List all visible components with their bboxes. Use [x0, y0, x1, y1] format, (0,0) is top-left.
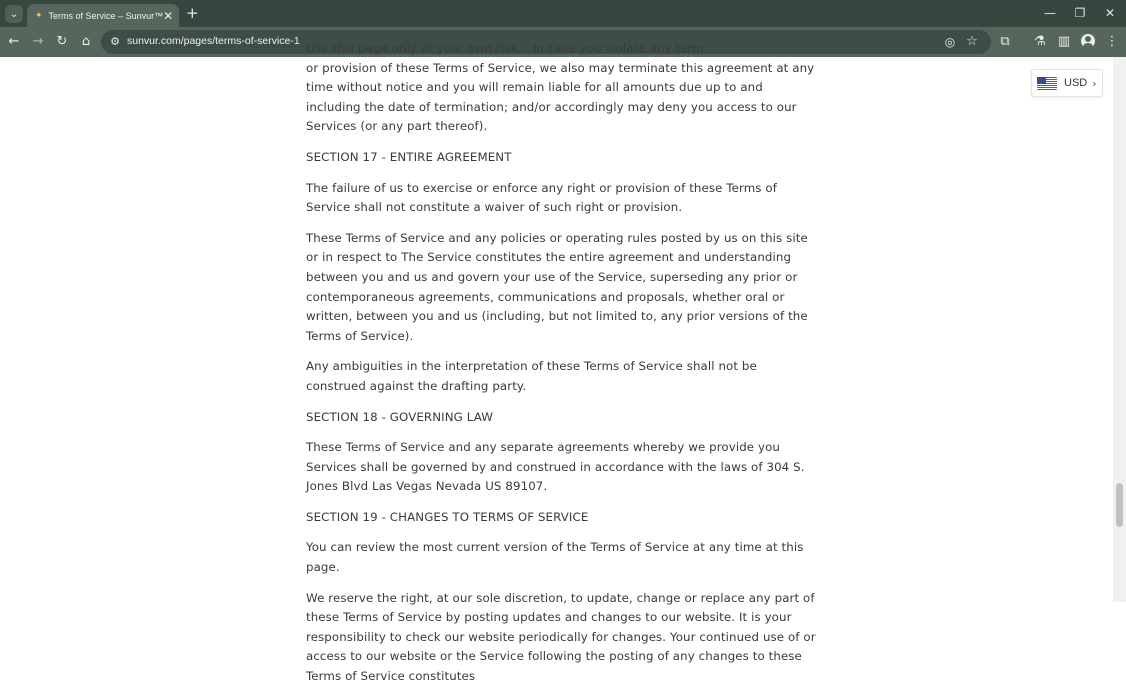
paragraph-ambiguities: Any ambiguities in the interpretation of these Terms of Service shall not be construed against the drafting party. [306, 359, 757, 393]
currency-selector[interactable] [1031, 69, 1103, 97]
reload-icon[interactable]: ↻ [56, 34, 68, 49]
paragraph-termination: or provision of these Terms of Service, we also may terminate this agreement at any time without notice and you will remain liable for all amounts due up to and including the date of termination; and/or accordingly may deny you access to our Services (or any part thereof). [306, 60, 815, 134]
paragraph-waiver: The failure of us to exercise or enforce any right or provision of these Terms of Service shall not constitute a waiver of such right or provision. [306, 180, 777, 215]
currency-code: USD [1064, 77, 1088, 89]
side-panel-icon[interactable]: ▥ [1057, 34, 1071, 49]
section-19-heading: SECTION 19 - CHANGES TO TERMS OF SERVICE [306, 509, 589, 524]
chevron-right-icon: › [1092, 76, 1097, 90]
labs-icon[interactable]: ⚗ [1034, 34, 1046, 49]
browser-menu-icon[interactable]: ⋮ [1105, 34, 1119, 49]
section-18-heading: SECTION 18 - GOVERNING LAW [306, 409, 493, 424]
eye-off-icon[interactable]: ◎ [944, 35, 956, 49]
back-icon[interactable]: ← [8, 34, 20, 49]
tab-close-icon[interactable]: ✕ [163, 8, 174, 23]
url-text[interactable]: sunvur.com/pages/terms-of-service-1 [127, 35, 300, 47]
profile-avatar-icon[interactable] [1081, 34, 1095, 48]
home-icon[interactable]: ⌂ [81, 34, 91, 49]
site-info-icon[interactable]: ⚙ [110, 35, 120, 48]
page-scrollbar[interactable] [1113, 57, 1126, 602]
tab-title: Terms of Service – Sunvur™ [48, 10, 164, 21]
new-tab-icon[interactable]: + [186, 4, 199, 22]
bookmark-star-icon[interactable]: ☆ [966, 34, 978, 49]
minimize-icon[interactable]: — [1044, 6, 1056, 20]
us-flag-icon [1037, 77, 1057, 90]
terms-article [306, 39, 816, 698]
paragraph-cutoff-top: Use this page only at your own risk... In case you violate any term [306, 41, 704, 55]
restore-icon[interactable]: ❐ [1074, 6, 1086, 20]
paragraph-governing-law: These Terms of Service and any separate agreements whereby we provide you Services shall be governed by and construed in accordance with the laws of 304 S. Jones Blvd Las Vegas Nevada US 89107. [306, 440, 805, 494]
paragraph-changes: We reserve the right, at our sole discretion, to update, change or replace any part of these Terms of Service by posting updates and changes to our website. It is your responsibility to check our website periodically for changes. Your continued use of or access to our website or the Service following the posting of any changes to these Terms of Service constitutes [306, 590, 816, 684]
window-close-icon[interactable]: ✕ [1104, 6, 1116, 20]
tab-bar [0, 0, 1126, 27]
scrollbar-thumb[interactable] [1116, 483, 1123, 527]
extensions-icon[interactable]: ⧉ [1000, 34, 1010, 49]
forward-icon[interactable]: → [32, 34, 44, 49]
paragraph-review: You can review the most current version of the Terms of Service at any time at this page. [306, 540, 804, 575]
sunvur-favicon-icon: ✦ [35, 10, 43, 21]
section-17-heading: SECTION 17 - ENTIRE AGREEMENT [306, 149, 512, 164]
paragraph-entire-agreement: These Terms of Service and any policies or operating rules posted by us on this site or in respect to The Service constitutes the entire agreement and understanding between you and us and govern your use of the Service, superseding any prior or contemporaneous agreements, communications and proposals, whether oral or written, between you and us (including, but not limited to, any prior versions of the Terms of Service). [306, 230, 808, 343]
active-tab[interactable] [27, 4, 179, 27]
tab-search-icon[interactable]: ⌄ [5, 5, 23, 23]
